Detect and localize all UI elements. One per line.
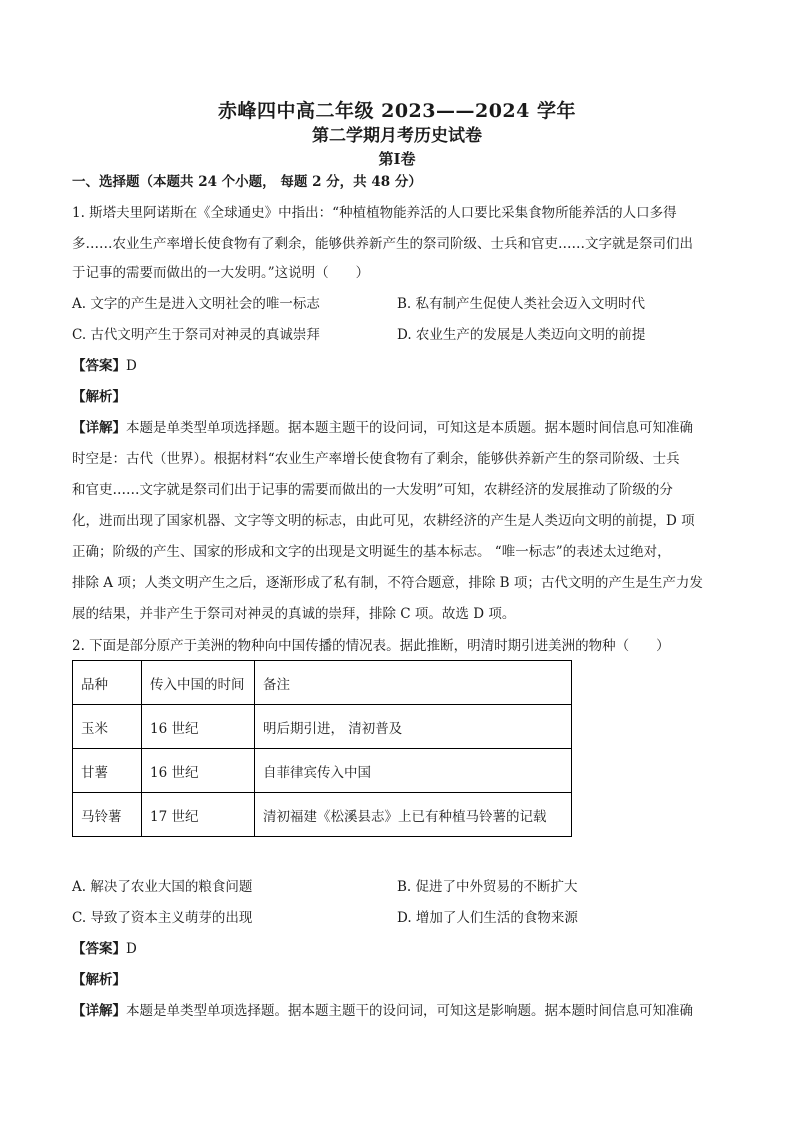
answer-label: 【答案】	[72, 358, 126, 374]
q2-detail-line	[72, 1001, 693, 1021]
q1-detail-line: 排除 A 项；人类文明产生之后，逐渐形成了私有制，不符合题意，排除 B 项；古代文明的产生是生产力发	[72, 575, 703, 591]
table-header-cell: 传入中国的时间	[142, 661, 255, 705]
table-cell: 玉米	[73, 705, 142, 749]
table-cell: 甘薯	[73, 749, 142, 793]
q2-option-c[interactable]: C. 导致了资本主义萌芽的出现	[72, 910, 253, 926]
table-cell: 17 世纪	[142, 793, 255, 837]
table-header-cell: 备注	[255, 661, 572, 705]
table-row	[73, 793, 572, 837]
q1-detail-line: 时空是：古代（世界）。根据材料“农业生产率增长使食物有了剩余，能够供养新产生的祭司阶级、士兵	[72, 451, 680, 467]
table-cell: 自菲律宾传入中国	[255, 749, 572, 793]
q1-stem-line: 1. 斯塔夫里阿诺斯在《全球通史》中指出：“种植植物能养活的人口要比采集食物所能养活的人口多得	[72, 205, 677, 221]
table-row	[73, 749, 572, 793]
answer-value: D	[126, 358, 137, 374]
exam-title: 赤峰四中高二年级 2023——2024 学年	[218, 100, 576, 122]
table-cell: 16 世纪	[142, 705, 255, 749]
table-cell: 马铃薯	[73, 793, 142, 837]
detail-label: 【详解】	[72, 420, 126, 436]
detail-text: 本题是单类型单项选择题。据本题主题干的设问词，可知这是本质题。据本题时间信息可知准确	[126, 420, 693, 436]
q2-stem: 2. 下面是部分原产于美洲的物种向中国传播的情况表。据此推断，明清时期引进美洲的物种（ ）	[72, 638, 670, 654]
q1-option-d[interactable]: D. 农业生产的发展是人类迈向文明的前提	[397, 327, 646, 343]
table-header-row	[73, 661, 572, 705]
species-table	[72, 660, 572, 837]
q1-stem-line: 多……农业生产率增长使食物有了剩余，能够供养新产生的祭司阶级、士兵和官吏……文字就是祭司们出	[72, 236, 693, 252]
q1-option-b[interactable]: B. 私有制产生促使人类社会迈入文明时代	[397, 296, 646, 312]
q2-analysis-label: 【解析】	[72, 972, 126, 988]
q2-answer	[72, 939, 137, 959]
part-label: 第Ⅰ卷	[378, 150, 416, 168]
q1-stem-line: 于记事的需要而做出的一大发明。”这说明（ ）	[72, 265, 370, 281]
q1-option-c[interactable]: C. 古代文明产生于祭司对神灵的真诚崇拜	[72, 327, 320, 343]
exam-subtitle: 第二学期月考历史试卷	[312, 126, 482, 146]
table-cell: 明后期引进， 清初普及	[255, 705, 572, 749]
answer-value: D	[126, 941, 137, 957]
answer-label: 【答案】	[72, 941, 126, 957]
q1-detail-line: 展的结果，并非产生于祭司对神灵的真诚的崇拜，排除 C 项。故选 D 项。	[72, 606, 516, 622]
q1-detail-line	[72, 418, 693, 438]
table-cell: 清初福建《松溪县志》上已有种植马铃薯的记载	[255, 793, 572, 837]
q1-detail-line: 化，进而出现了国家机器、文字等文明的标志，由此可见，农耕经济的产生是人类迈向文明的前提，D 项	[72, 513, 695, 529]
q2-option-d[interactable]: D. 增加了人们生活的食物来源	[397, 910, 578, 926]
q2-option-b[interactable]: B. 促进了中外贸易的不断扩大	[397, 879, 578, 895]
q2-option-a[interactable]: A. 解决了农业大国的粮食问题	[72, 879, 253, 895]
table-cell: 16 世纪	[142, 749, 255, 793]
q1-option-a[interactable]: A. 文字的产生是进入文明社会的唯一标志	[72, 296, 320, 312]
q1-detail-line: 正确；阶级的产生、国家的形成和文字的出现是文明诞生的基本标志。 “唯一标志”的表述太过绝对，	[72, 544, 671, 560]
section-heading: 一、选择题（本题共 24 个小题， 每题 2 分，共 48 分）	[72, 174, 422, 190]
q1-detail-line: 和官吏……文字就是祭司们出于记事的需要而做出的一大发明”可知，农耕经济的发展推动了阶级的分	[72, 482, 673, 498]
table-row	[73, 705, 572, 749]
detail-text: 本题是单类型单项选择题。据本题主题干的设问词，可知这是影响题。据本题时间信息可知准确	[126, 1003, 693, 1019]
detail-label: 【详解】	[72, 1003, 126, 1019]
q1-answer	[72, 356, 137, 376]
q1-analysis-label: 【解析】	[72, 389, 126, 405]
table-header-cell: 品种	[73, 661, 142, 705]
